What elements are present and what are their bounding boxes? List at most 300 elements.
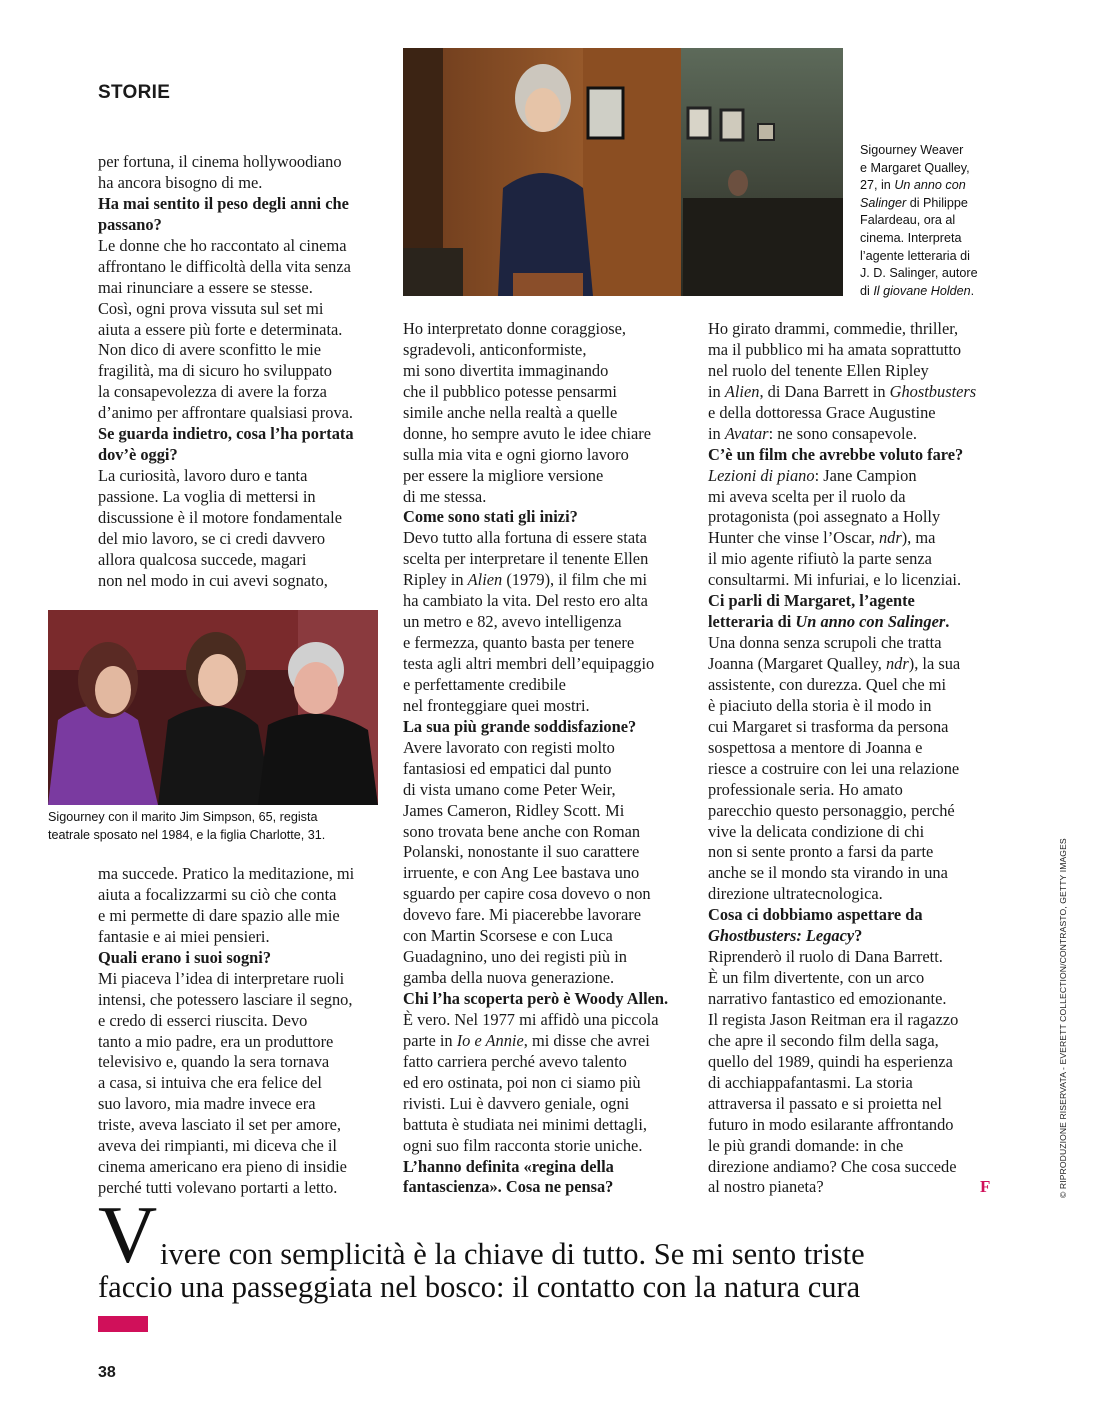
question-text: Ghostbusters: Legacy [708,926,855,946]
text-line [708,361,976,382]
text-segment: donne, ho sempre avuto le idee chiare [403,423,652,443]
text-line [403,968,668,989]
text-line [708,884,976,905]
text-line [708,822,976,843]
text-segment: che apre il secondo film della saga, [708,1030,939,1050]
text-segment: scelta per interpretare il tenente Ellen [403,549,649,569]
text-segment: in [708,381,725,401]
text-line [708,487,976,508]
text-segment: sgradevoli, anticonformiste, [403,339,587,359]
text-line [403,591,668,612]
text-line [403,528,668,549]
text-segment: ogni suo film racconta storie uniche. [403,1135,643,1155]
text-line [708,1031,976,1052]
text-segment: Così, ogni prova vissuta sul set mi [98,298,324,318]
text-segment: dovevo fare. Mi piacerebbe lavorare [403,905,641,925]
text-line [860,177,978,195]
text-segment: e credo di esserci riuscita. Devo [98,1010,308,1030]
text-line [403,1177,668,1198]
text-segment: per essere la migliore versione [403,465,604,485]
text-line [403,403,668,424]
question-text: passano? [98,214,162,234]
text-line [708,445,976,466]
text-segment: professionale seria. Ho amato [708,779,903,799]
text-segment: rivisti. Lui è davvero geniale, ogni [403,1093,630,1113]
text-line [708,424,976,445]
text-segment: al nostro pianeta? [708,1177,824,1197]
film-still-photo [403,48,843,296]
question-text: Un anno con Salinger [795,612,946,632]
text-line [403,1052,668,1073]
text-segment: gamba della nuova generazione. [403,968,615,988]
text-segment: parecchio questo personaggio, perché [708,800,955,820]
text-segment: è piaciuto della storia è il modo in [708,695,932,715]
text-line [98,885,354,906]
text-segment: perché tutti volevano portarti a letto. [98,1178,338,1198]
text-line [708,403,976,424]
text-segment: ha ancora bisogno di me. [98,172,263,192]
text-line [98,948,354,969]
text-line [98,215,354,236]
text-segment: discussione è il motore fondamentale [98,507,342,527]
photo-credit: © RIPRODUZIONE RISERVATA - EVERETT COLLECTION/CONTRASTO, GETTY IMAGES [1058,838,1068,1198]
question-text: La sua più grande soddisfazione? [403,716,637,736]
text-segment: Polanski, nonostante il suo carattere [403,842,640,862]
text-segment: con Martin Scorsese e con Luca [403,926,613,946]
text-segment: battuta è studiata nei minimi dettagli, [403,1114,647,1134]
text-line [403,759,668,780]
text-line [98,173,354,194]
question-text: Chi l’ha scoperta però è Woody Allen. [403,989,669,1008]
text-segment: fantasiosi ed empatici dal punto [403,758,612,778]
text-segment: nel fronteggiare quei mostri. [403,695,590,715]
text-segment: protagonista (poi assegnato a Holly [708,507,941,527]
text-line [98,1073,354,1094]
text-segment: Avatar [724,423,769,443]
text-line [860,265,978,283]
text-line [98,236,354,257]
text-segment: passione. La voglia di mettersi in [98,487,316,506]
text-line [708,1136,976,1157]
text-line [708,759,976,780]
article-column-3 [708,319,976,1198]
text-segment: allora qualcosa succede, magari [98,549,307,569]
text-segment: Falardeau, ora al [860,213,956,228]
text-line [98,382,354,403]
text-segment: assistente, con durezza. Quel che mi [708,674,947,694]
text-line [708,1010,976,1031]
text-line [98,152,354,173]
text-segment: Joanna (Margaret Qualley, [708,654,886,673]
text-segment: Mi piaceva l’idea di interpretare ruoli [98,968,345,988]
text-segment: il mio agente rifiutò la parte senza [708,549,932,569]
text-line [708,1115,976,1136]
text-segment: narrativo fantastico ed emozionante. [708,989,947,1008]
text-line [403,1031,668,1052]
text-segment: Ripley in [403,570,468,590]
text-segment: 27, in [860,178,895,193]
text-line [98,864,354,885]
text-segment: futuro in modo esilarante affrontando [708,1114,954,1134]
question-text: C’è un film che avrebbe voluto fare? [708,444,964,464]
text-line [98,927,354,948]
text-line [403,340,668,361]
text-segment: La curiosità, lavoro duro e tanta [98,466,308,486]
pull-quote-line-1: ivere con semplicità è la chiave di tutto. Se mi sento triste [160,1237,865,1271]
text-line [708,801,976,822]
text-line [708,1094,976,1115]
text-segment: È vero. Nel 1977 mi affidò una piccola [403,1009,659,1029]
text-line [708,612,976,633]
text-segment: ma succede. Pratico la meditazione, mi [98,864,355,883]
text-segment: ), ma [901,528,936,548]
text-line [98,1136,354,1157]
text-line [98,320,354,341]
text-line [403,822,668,843]
text-line [860,160,978,178]
film-still-caption [860,142,978,300]
text-segment: sguardo per capire cosa dovevo o non [403,884,651,904]
question-text: L’hanno definita «regina della [403,1156,614,1176]
text-line [403,863,668,884]
text-segment: anche se il mondo sta virando in una [708,863,948,883]
text-line [98,1094,354,1115]
text-line [708,340,976,361]
text-line [98,445,354,466]
text-line [708,1073,976,1094]
text-line [708,989,976,1010]
text-segment: ma il pubblico mi ha amata soprattutto [708,339,962,359]
text-line [708,654,976,675]
text-segment: riesce a costruire con lei una relazione [708,758,960,778]
text-line [403,989,668,1010]
text-line [708,633,976,654]
text-line [48,827,325,845]
text-segment: vive la delicata condizione di chi [708,821,925,841]
text-line [708,528,976,549]
text-line [860,195,978,213]
text-segment: ndr [885,654,909,673]
text-segment: intensi, che potessero lasciare il segno, [98,989,353,1009]
text-segment: (1979), il film che mi [502,570,648,590]
text-line [403,466,668,487]
text-line [403,1010,668,1031]
text-line [98,550,354,571]
text-line [860,248,978,266]
text-segment: mai rinunciare a essere se stesse. [98,277,313,297]
text-segment: Alien [724,381,760,401]
text-segment: ed ero ostinata, poi non ci siamo più [403,1072,641,1092]
text-segment: attraversa il passato e si proietta nel [708,1093,942,1113]
text-line [403,1136,668,1157]
text-segment: a casa, si intuiva che era felice del [98,1073,322,1093]
text-line [403,717,668,738]
text-segment: di vista umano come Peter Weir, [403,779,616,799]
question-text: Ci parli di Margaret, l’agente [708,591,915,611]
text-segment: ), la sua [908,654,961,673]
question-text: Ha mai sentito il peso degli anni che [98,193,349,213]
text-segment: sono trovata bene anche con Roman [403,821,641,841]
text-segment: consultarmi. Mi infuriai, e lo licenziai. [708,570,962,590]
text-segment: non nel modo in cui avevi sognato, [98,570,328,590]
text-line [403,319,668,340]
text-line [708,1052,976,1073]
text-line [860,283,978,301]
text-line [708,905,976,926]
question-text: Se guarda indietro, cosa l’ha portata [98,424,354,444]
text-line [98,508,354,529]
text-line [98,1115,354,1136]
text-segment: cui Margaret si trasforma da persona [708,716,949,736]
text-line [708,319,976,340]
section-label: STORIE [98,82,171,103]
article-column-1-bottom [98,864,354,1199]
text-line [403,633,668,654]
question-text: Come sono stati gli inizi? [403,507,578,527]
text-line [48,809,325,827]
text-segment: Guadagnino, uno dei registi più in [403,947,627,967]
text-line [403,801,668,822]
text-segment: Le donne che ho raccontato al cinema [98,235,347,255]
text-segment: : Jane Campion [814,465,917,485]
text-line [403,675,668,696]
text-segment: e fermezza, quanto basta per tenere [403,633,635,653]
text-segment: un metro e 82, avevo intelligenza [403,612,622,632]
text-segment: Non dico di avere sconfitto le mie [98,340,322,360]
text-segment: e Margaret Qualley, [860,160,970,175]
text-line [403,612,668,633]
text-line [403,1073,668,1094]
text-segment: parte in [403,1030,457,1050]
text-segment: l’agente letteraria di [860,248,970,263]
text-segment: di [860,283,874,298]
text-segment: in [708,423,725,443]
text-line [860,142,978,160]
text-line [98,424,354,445]
text-segment: sospettosa a mentore di Joanna e [708,737,923,757]
page-number: 38 [98,1364,116,1381]
text-segment: tanto a mio padre, era un produttore [98,1031,334,1051]
text-segment: di me stessa. [403,486,487,506]
text-line [403,570,668,591]
text-segment: irruente, e con Ang Lee bastava uno [403,863,640,883]
question-text: dov’è oggi? [98,445,178,465]
text-line [403,549,668,570]
text-line [403,1115,668,1136]
text-line [708,507,976,528]
text-segment: d’animo per affrontare qualsiasi prova. [98,403,354,423]
text-segment: che il pubblico potesse pensarmi [403,381,617,401]
pull-quote-line-2: faccio una passeggiata nel bosco: il contatto con la natura cura [98,1270,861,1304]
text-segment: sulla mia vita e ogni giorno lavoro [403,444,629,464]
text-segment: Il giovane Holden [873,283,971,298]
text-line [403,487,668,508]
text-line [98,969,354,990]
text-line [98,1032,354,1053]
text-line [403,424,668,445]
text-segment: del mio lavoro, se ci credi davvero [98,528,326,548]
text-segment: le più grandi domande: in che [708,1135,904,1155]
text-segment: Avere lavorato con registi molto [403,737,615,757]
text-line [98,403,354,424]
pull-quote-drop-cap: V [98,1189,158,1280]
text-line [708,842,976,863]
text-line [403,361,668,382]
text-line [708,549,976,570]
text-segment: mi aveva scelta per il ruolo da [708,486,906,506]
text-segment: direzione andiamo? Che cosa succede [708,1156,957,1176]
question-text: letteraria di [708,612,796,632]
text-line [98,487,354,508]
text-line [708,738,976,759]
text-line [403,738,668,759]
red-carpet-caption [48,809,325,844]
text-segment: Un anno con [894,178,966,193]
text-segment: Devo tutto alla fortuna di essere stata [403,528,647,548]
text-segment: e mi permette di dare spazio alle mie [98,905,340,925]
text-line [708,591,976,612]
red-carpet-photo [48,610,378,805]
text-line [403,445,668,466]
text-segment: affrontano le difficoltà della vita senza [98,256,351,276]
text-line [98,340,354,361]
text-line [98,571,354,592]
text-line [403,382,668,403]
text-segment: Il regista Jason Reitman era il ragazzo [708,1009,959,1029]
text-segment: : ne sono consapevole. [768,423,917,443]
text-segment: cinema americano era pieno di insidie [98,1157,347,1177]
question-text: . [945,612,950,632]
text-line [708,947,976,968]
text-segment: Hunter che vinse l’Oscar, [708,528,879,548]
text-line [403,780,668,801]
text-segment: fatto carriera perché avevo talento [403,1051,627,1071]
text-line [403,696,668,717]
text-line [98,990,354,1011]
text-segment: Alien [467,570,503,590]
text-segment: James Cameron, Ridley Scott. Mi [403,800,625,820]
text-line [708,382,976,403]
text-segment: Ghostbusters [889,381,977,401]
text-segment: triste, aveva lasciato il set per amore, [98,1115,342,1135]
text-line [403,947,668,968]
text-segment: e della dottoressa Grace Augustine [708,402,936,422]
text-segment: Sigourney Weaver [860,143,964,157]
text-segment: televisivo e, quando la sera tornava [98,1052,330,1072]
text-line [403,926,668,947]
text-segment: suo lavoro, mia madre invece era [98,1094,316,1114]
text-segment: e perfettamente credibile [403,674,566,694]
text-segment: la consapevolezza di avere la forza [98,382,327,402]
text-line [98,299,354,320]
text-segment: , mi disse che avrei [523,1030,650,1050]
text-segment: ndr [878,528,902,548]
text-line [708,863,976,884]
text-line [98,466,354,487]
text-segment: Una donna senza scrupoli che tratta [708,633,942,653]
text-line [98,1157,354,1178]
question-text: fantascienza». Cosa ne pensa? [403,1177,614,1197]
text-line [403,842,668,863]
text-line [860,212,978,230]
text-segment: Sigourney con il marito Jim Simpson, 65, regista [48,810,318,824]
text-segment: aiuta a essere più forte e determinata. [98,319,343,339]
text-segment: mi sono divertita immaginando [403,360,609,380]
question-text: Quali erano i suoi sogni? [98,947,272,967]
text-segment: di acchiappafantasmi. La storia [708,1072,913,1092]
text-segment: È un film divertente, con un arco [708,968,925,988]
pull-quote [98,1189,998,1310]
text-segment: cinema. Interpreta [860,230,962,245]
text-line [708,717,976,738]
text-segment: teatrale sposato nel 1984, e la figlia Charlotte, 31. [48,827,326,842]
question-text: ? [854,926,863,946]
text-segment: testa agli altri membri dell’equipaggio [403,654,655,673]
text-line [98,906,354,927]
text-segment: quello del 1989, quindi ha esperienza [708,1051,953,1071]
text-line [708,1177,976,1198]
text-segment: Io e Annie [456,1030,524,1050]
text-segment: fantasie e ai miei pensieri. [98,926,270,946]
text-segment: Riprenderò il ruolo di Dana Barrett. [708,947,943,967]
end-mark: F [980,1177,991,1196]
text-segment: nel ruolo del tenente Ellen Ripley [708,360,929,380]
text-line [403,507,668,528]
text-line [98,1011,354,1032]
text-line [708,570,976,591]
text-line [708,675,976,696]
text-line [403,1094,668,1115]
text-line [403,1157,668,1178]
text-segment: di Philippe [906,195,968,210]
text-segment: ha cambiato la vita. Del resto ero alta [403,591,648,611]
text-line [98,257,354,278]
text-line [403,654,668,675]
text-segment: simile anche nella realtà a quelle [403,402,618,422]
text-segment: Ho interpretato donne coraggiose, [403,319,627,338]
text-line [708,1157,976,1178]
text-segment: direzione ultratecnologica. [708,884,883,904]
question-text: Cosa ci dobbiamo aspettare da [708,905,923,925]
text-segment: Lezioni di piano [708,465,815,485]
text-segment: . [970,283,975,298]
text-line [98,194,354,215]
text-line [708,780,976,801]
text-line [98,361,354,382]
text-line [708,466,976,487]
film-still-image [403,48,843,296]
text-line [98,529,354,550]
article-column-2 [403,319,668,1198]
text-line [708,926,976,947]
text-segment: non si sente pronto a farsi da parte [708,842,934,862]
text-line [860,230,978,248]
text-line [708,968,976,989]
text-segment: , di Dana Barrett in [759,381,890,401]
text-segment: aveva dei rimpianti, mi diceva che il [98,1136,337,1156]
text-line [98,1052,354,1073]
red-carpet-image [48,610,378,805]
text-line [403,905,668,926]
text-segment: fragilità, ma di sicuro ho sviluppato [98,361,332,381]
text-segment: Salinger [860,195,907,210]
text-line [403,884,668,905]
text-segment: aiuta a focalizzarmi su ciò che conta [98,884,337,904]
text-line [98,278,354,299]
accent-bar [98,1316,148,1332]
article-column-1-top [98,152,354,592]
text-line [708,696,976,717]
